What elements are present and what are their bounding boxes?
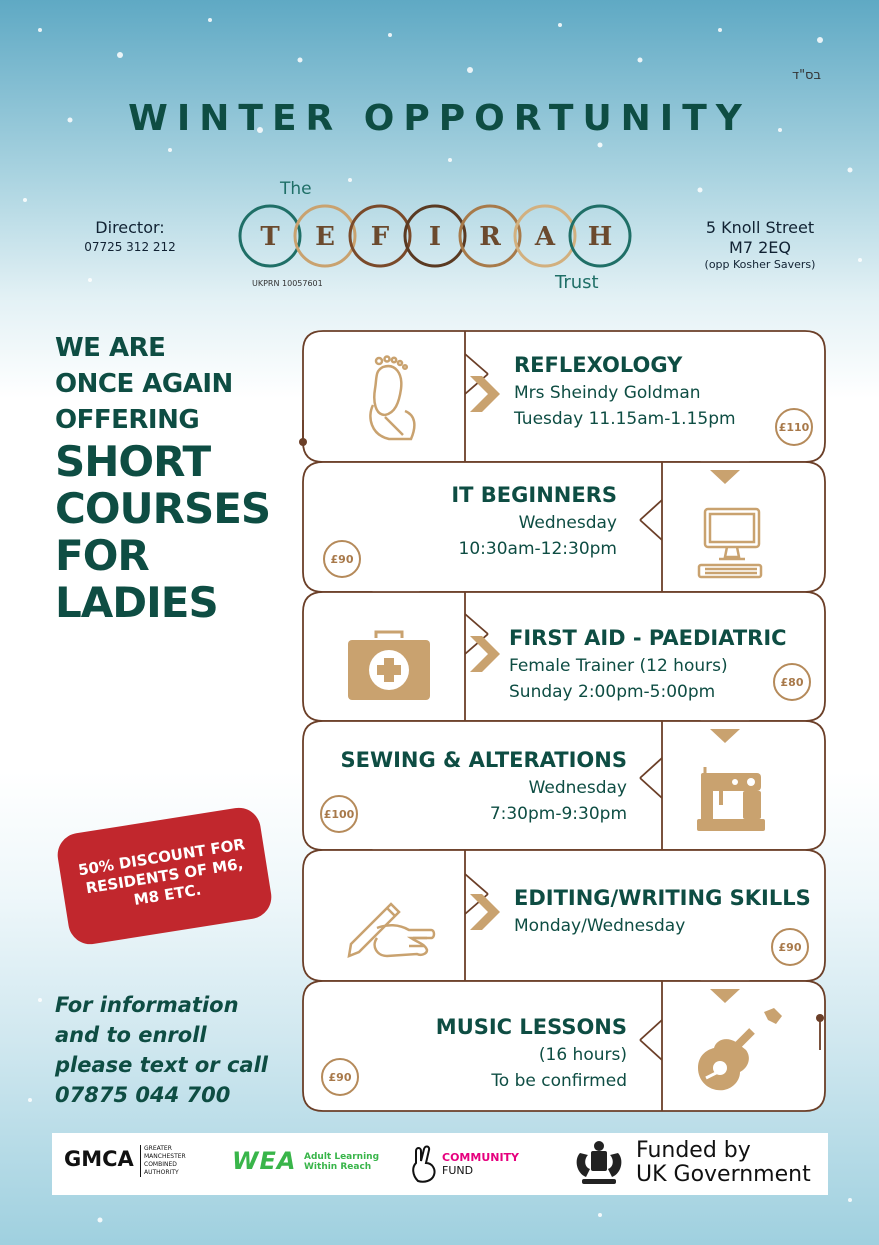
course-title: EDITING/WRITING SKILLS [514,886,811,910]
hebrew-mark: בס"ד [791,68,821,83]
page-title: WINTER OPPORTUNITY [128,98,751,139]
course-detail: 10:30am-12:30pm [458,539,617,559]
course-title: SEWING & ALTERATIONS [340,748,627,772]
contact-line: please text or call [55,1053,268,1077]
gmca-sub-line: AUTHORITY [144,1169,179,1176]
writing-hand-icon [347,886,439,966]
price-badge: £90 [771,928,809,966]
logo-letter: E [315,222,335,252]
logo-letter: A [534,222,556,252]
gmca-subtitle [140,1145,186,1177]
course-detail: To be confirmed [491,1071,627,1091]
intro-line: OFFERING [55,405,200,435]
course-detail: 7:30pm-9:30pm [489,804,627,824]
gmca-sub-line: COMBINED [144,1161,177,1168]
course-detail: Monday/Wednesday [514,916,686,936]
intro-line-large: COURSES [55,484,271,533]
uk-line: Funded by [636,1138,751,1163]
course-detail: (16 hours) [538,1045,627,1065]
address-street: 5 Knoll Street [705,218,815,237]
price-badge: £100 [320,795,358,833]
computer-icon [697,505,767,585]
director-label: Director: [95,218,165,237]
course-it-beginners [330,480,617,562]
foot-icon [355,355,435,445]
intro-line-large: FOR [55,531,149,580]
community-fund-label: COMMUNITY [442,1151,520,1164]
logo-the: The [280,179,312,199]
course-detail: Wednesday [528,778,627,798]
community-fund-label-2: FUND [442,1164,474,1177]
course-detail: Female Trainer (12 hours) [509,656,728,676]
course-first-aid [509,623,819,705]
intro-line-large: LADIES [55,578,218,627]
first-aid-kit-icon [346,630,432,702]
logo-trust: Trust [555,272,599,293]
uk-line: UK Government [636,1162,811,1187]
wea-logo: WEA [232,1147,297,1175]
course-detail: Tuesday 11.15am-1.15pm [514,409,736,429]
course-title: REFLEXOLOGY [514,353,683,377]
price-badge: £110 [775,408,813,446]
course-detail: Mrs Sheindy Goldman [514,383,701,403]
course-music [360,1012,627,1094]
wea-tagline-line: Within Reach [304,1162,372,1172]
funders-bar [52,1133,828,1195]
course-title: IT BEGINNERS [451,483,617,507]
logo-letter: H [587,222,613,252]
director-phone: 07725 312 212 [84,240,176,254]
contact-line: For information [55,993,239,1017]
sewing-machine-icon [695,765,767,835]
logo-letter: T [260,222,280,252]
address-note: (opp Kosher Savers) [704,258,816,271]
address-postcode: M7 2EQ [729,238,791,257]
logo-letter: R [479,222,501,252]
course-detail: Wednesday [518,513,617,533]
crossed-fingers-icon [408,1145,440,1183]
guitar-icon [690,1006,786,1096]
gmca-sub-line: GREATER [144,1145,172,1152]
course-sewing [320,745,627,827]
ukprn-number: UKPRN 10057601 [252,279,323,288]
wea-tagline [304,1152,379,1172]
course-title: FIRST AID - PAEDIATRIC [509,626,787,650]
gmca-logo: GMCA [64,1147,134,1171]
course-editing [514,883,819,939]
price-badge: £90 [323,540,361,578]
course-title: MUSIC LESSONS [435,1015,627,1039]
wea-tagline-line: Adult Learning [304,1152,380,1162]
royal-coat-of-arms-icon [572,1139,626,1189]
course-detail: Sunday 2:00pm-5:00pm [509,682,716,702]
logo-letter: I [428,222,442,252]
contact-phone: 07875 044 700 [55,1083,231,1107]
contact-line: and to enroll [55,1023,207,1047]
price-badge: £90 [321,1058,359,1096]
intro-line: WE ARE [55,333,166,363]
discount-badge: 50% DISCOUNT FOR RESIDENTS OF M6, M8 ETC. [55,805,275,948]
intro-line: ONCE AGAIN [55,369,233,399]
course-reflexology [514,350,814,432]
logo-letter: F [370,222,390,252]
uk-government-label [636,1139,811,1187]
price-badge: £80 [773,663,811,701]
gmca-sub-line: MANCHESTER [144,1153,186,1160]
intro-line-large: SHORT [55,437,211,486]
